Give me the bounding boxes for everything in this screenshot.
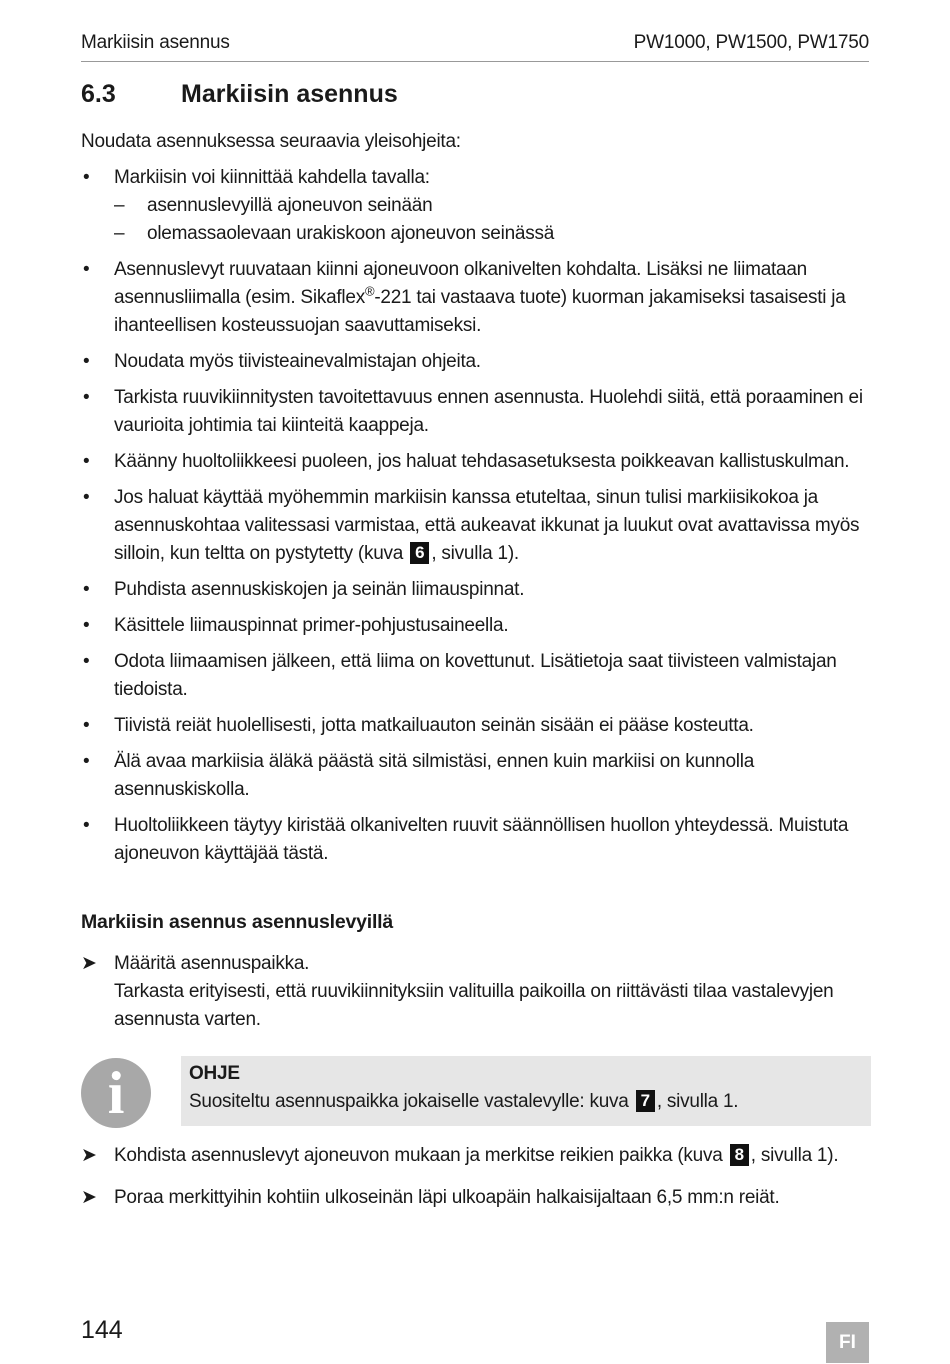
note-box: [81, 1056, 871, 1126]
arrow-icon: ➤: [81, 1145, 97, 1166]
sub-item: – asennuslevyillä ajoneuvon seinään: [114, 195, 433, 216]
bullet-icon: •: [83, 387, 90, 408]
subsection-heading: Markiisin asennus asennuslevyillä: [81, 911, 394, 933]
bullet-icon: •: [83, 651, 90, 672]
list-item: • Huoltoliikkeen täytyy kiristää olkanivelten ruuvit säännöllisen huollon yhteydessä. Muistuta ajoneuvon käyttäjää tästä.: [81, 812, 871, 868]
bullet-icon: •: [83, 259, 90, 280]
section-title: Markiisin asennus: [181, 80, 398, 108]
bullet-list: [81, 164, 871, 868]
list-item: • Jos haluat käyttää myöhemmin markiisin kanssa etuteltaa, sinun tulisi markiisikokoa ja asennuskohtaa valitessasi varmistaa, että aukeavat ikkunat ja luukut ovat avattavissa myös silloin, kun teltta on pystytetty (kuva 6 , sivulla 1).: [81, 484, 871, 568]
bullet-icon: •: [83, 351, 90, 372]
list-item: • Asennuslevyt ruuvataan kiinni ajoneuvoon olkanivelten kohdalta. Lisäksi ne liimataan asennusliimalla (esim. Sikaflex®-221 tai vastaava tuote) kuorman jakamiseksi tasaisesti ja ihanteellisen kosteussuojan saavuttamiseksi.: [81, 256, 871, 340]
section-number: 6.3: [81, 80, 116, 108]
bullet-icon: •: [83, 451, 90, 472]
bullet-icon: •: [83, 487, 90, 508]
arrow-icon: ➤: [81, 953, 97, 974]
page-number: 144: [81, 1316, 123, 1344]
body-content: [81, 128, 871, 1212]
bullet-icon: •: [83, 815, 90, 836]
bullet-icon: •: [83, 579, 90, 600]
step-3: ➤ Poraa merkittyihin kohtiin ulkoseinän läpi ulkoapäin halkaisijaltaan 6,5 mm:n reiät.: [81, 1184, 871, 1212]
list-item: • Puhdista asennuskiskojen ja seinän liimauspinnat.: [81, 576, 871, 604]
note-title: OHJE: [189, 1063, 240, 1084]
figure-ref: 7: [636, 1090, 655, 1112]
header-right: PW1000, PW1500, PW1750: [633, 32, 869, 53]
list-item: • Markiisin voi kiinnittää kahdella tavalla: – asennuslevyillä ajoneuvon seinään – olemassaolevaan urakiskoon ajoneuvon seinässä: [81, 164, 871, 248]
step-2: ➤ Kohdista asennuslevyt ajoneuvon mukaan ja merkitse reikien paikka (kuva 8 , sivulla 1).: [81, 1142, 871, 1170]
list-item: • Tiivistä reiät huolellisesti, jotta matkailuauton seinän sisään ei pääse kosteutta.: [81, 712, 871, 740]
arrow-icon: ➤: [81, 1187, 97, 1208]
list-item: • Käsittele liimauspinnat primer-pohjustusaineella.: [81, 612, 871, 640]
intro: Noudata asennuksessa seuraavia yleisohjeita:: [81, 131, 461, 152]
header-left: Markiisin asennus: [81, 32, 230, 53]
info-icon: i: [81, 1058, 151, 1128]
figure-ref: 6: [410, 542, 429, 564]
bullet-icon: •: [83, 715, 90, 736]
list-item: • Käänny huoltoliikkeesi puoleen, jos haluat tehdasasetuksesta poikkeavan kallistuskulman.: [81, 448, 871, 476]
figure-ref: 8: [730, 1144, 749, 1166]
bullet-icon: •: [83, 751, 90, 772]
bullet-icon: •: [83, 167, 90, 188]
step-1: ➤ Määritä asennuspaikka. Tarkasta erityisesti, että ruuvikiinnityksiin valituilla paikoilla on riittävästi tilaa vastalevyjen asennusta varten.: [81, 950, 871, 1034]
language-tab: FI: [826, 1322, 869, 1363]
list-item: • Älä avaa markiisia äläkä päästä sitä silmistäsi, ennen kuin markiisi on kunnolla asennuskiskolla.: [81, 748, 871, 804]
bullet-icon: •: [83, 615, 90, 636]
section-heading: [81, 80, 398, 109]
sub-item: – olemassaolevaan urakiskoon ajoneuvon seinässä: [114, 223, 555, 244]
list-item: • Noudata myös tiivisteainevalmistajan ohjeita.: [81, 348, 871, 376]
page-header: [81, 32, 869, 62]
list-item: • Odota liimaamisen jälkeen, että liima on kovettunut. Lisätietoja saat tiivisteen valmistajan tiedoista.: [81, 648, 871, 704]
note-text: Suositeltu asennuspaikka jokaiselle vastalevylle: kuva 7 , sivulla 1.: [189, 1091, 739, 1112]
list-item: • Tarkista ruuvikiinnitysten tavoitettavuus ennen asennusta. Huolehdi siitä, että poraaminen ei vaurioita johtimia tai kiinteitä kaappeja.: [81, 384, 871, 440]
